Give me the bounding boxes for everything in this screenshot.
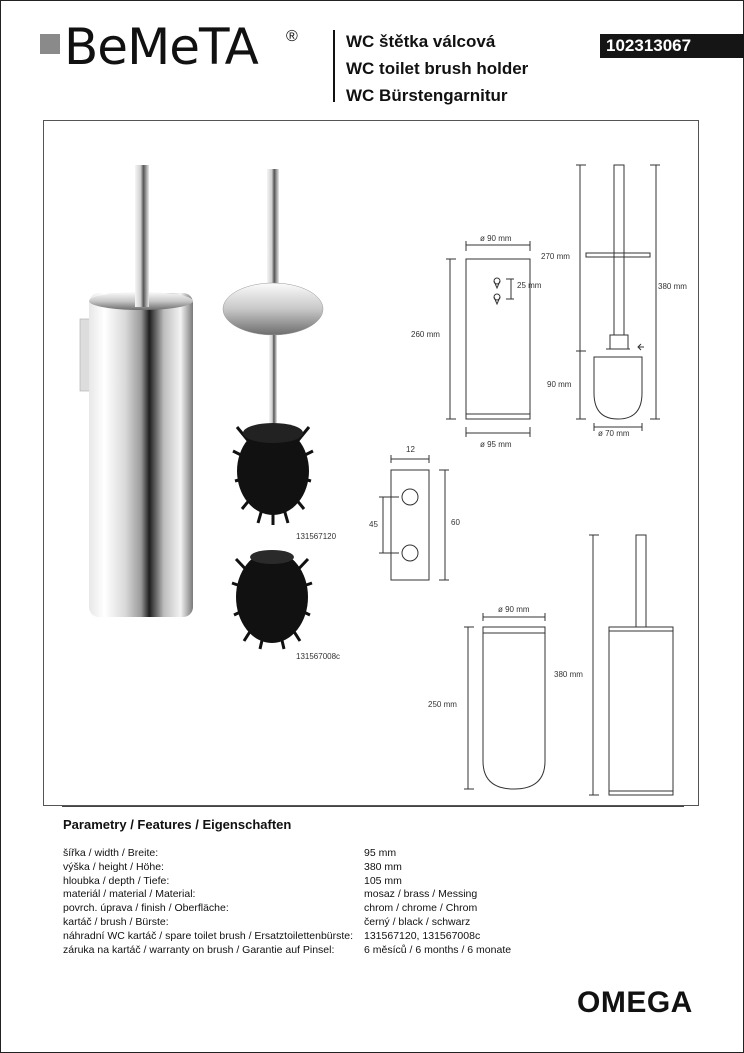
feature-value: chrom / chrome / Chrom [364, 902, 478, 915]
feature-value: mosaz / brass / Messing [364, 888, 478, 901]
brush-photo [223, 169, 323, 525]
feature-label: výška / height / Höhe: [63, 860, 164, 873]
drawing-panel [43, 120, 699, 806]
section-divider [62, 806, 684, 807]
feature-row [63, 875, 623, 889]
header-divider [333, 30, 335, 102]
title-en: WC toilet brush holder [346, 59, 529, 78]
product-code: 102313067 [600, 34, 744, 58]
feature-value: 6 měsíců / 6 months / 6 monate [364, 943, 512, 956]
dim-assembly-height: 380 mm [554, 670, 583, 679]
spare-brush-photo [232, 550, 312, 649]
registered-mark: ® [286, 28, 298, 45]
dim-bracket-spacing: 45 [369, 520, 378, 529]
bracket-drawing [379, 455, 449, 580]
dim-bracket-height: 60 [451, 518, 460, 527]
feature-row [63, 888, 623, 902]
dim-brush-head: 90 mm [547, 380, 572, 389]
feature-label: materiál / material / Material: [63, 888, 196, 901]
feature-row [63, 930, 623, 944]
feature-row [63, 902, 623, 916]
dim-holder-diam-bottom: ø 95 mm [480, 440, 512, 449]
dim-cup-height: 250 mm [428, 700, 457, 709]
feature-row [63, 916, 623, 930]
dim-brush-diam: ø 70 mm [598, 429, 630, 438]
feature-value: 131567120, 131567008c [364, 929, 481, 942]
dim-brush-top: 270 mm [541, 252, 570, 261]
holder-front-drawing [446, 241, 530, 437]
feature-label: hloubka / depth / Tiefe: [63, 874, 170, 887]
dim-bracket-width: 12 [406, 445, 415, 454]
feature-label: povrch. úprava / finish / Oberfläche: [63, 902, 229, 915]
technical-drawing [44, 121, 700, 807]
logo-text: BeMeTA [64, 18, 258, 76]
dim-hole-spacing: 25 mm [517, 281, 542, 290]
feature-row [63, 861, 623, 875]
cup-drawing [464, 613, 545, 789]
dim-brush-total: 380 mm [658, 282, 687, 291]
dim-holder-height: 260 mm [411, 330, 440, 339]
brush-code-2: 131567008c [296, 652, 341, 661]
holder-photo [80, 165, 193, 617]
assembly-drawing [589, 535, 673, 795]
product-series-name: OMEGA [577, 986, 693, 1019]
dim-cup-diam: ø 90 mm [498, 605, 530, 614]
feature-row [63, 847, 623, 861]
feature-value: 105 mm [364, 874, 402, 887]
title-de: WC Bürstengarnitur [346, 86, 508, 105]
feature-label: kartáč / brush / Bürste: [63, 915, 169, 928]
feature-label: náhradní WC kartáč / spare toilet brush / Ersatztoilettenbürste: [63, 929, 354, 942]
logo-square-icon [40, 34, 60, 54]
feature-row [63, 944, 623, 958]
features-title: Parametry / Features / Eigenschaften [63, 817, 292, 832]
feature-value: 95 mm [364, 847, 397, 859]
feature-value: černý / black / schwarz [364, 915, 471, 928]
dim-holder-diam-top: ø 90 mm [480, 234, 512, 243]
features-table [63, 847, 623, 957]
title-cz: WC štětka válcová [346, 32, 496, 51]
feature-value: 380 mm [364, 860, 402, 873]
feature-label: záruka na kartáč / warranty on brush / Garantie auf Pinsel: [63, 943, 335, 956]
bemeta-logo [40, 18, 320, 78]
brush-drawing [576, 165, 660, 431]
feature-label: šířka / width / Breite: [63, 847, 159, 859]
brush-code-1: 131567120 [296, 532, 337, 541]
product-titles [346, 28, 528, 109]
